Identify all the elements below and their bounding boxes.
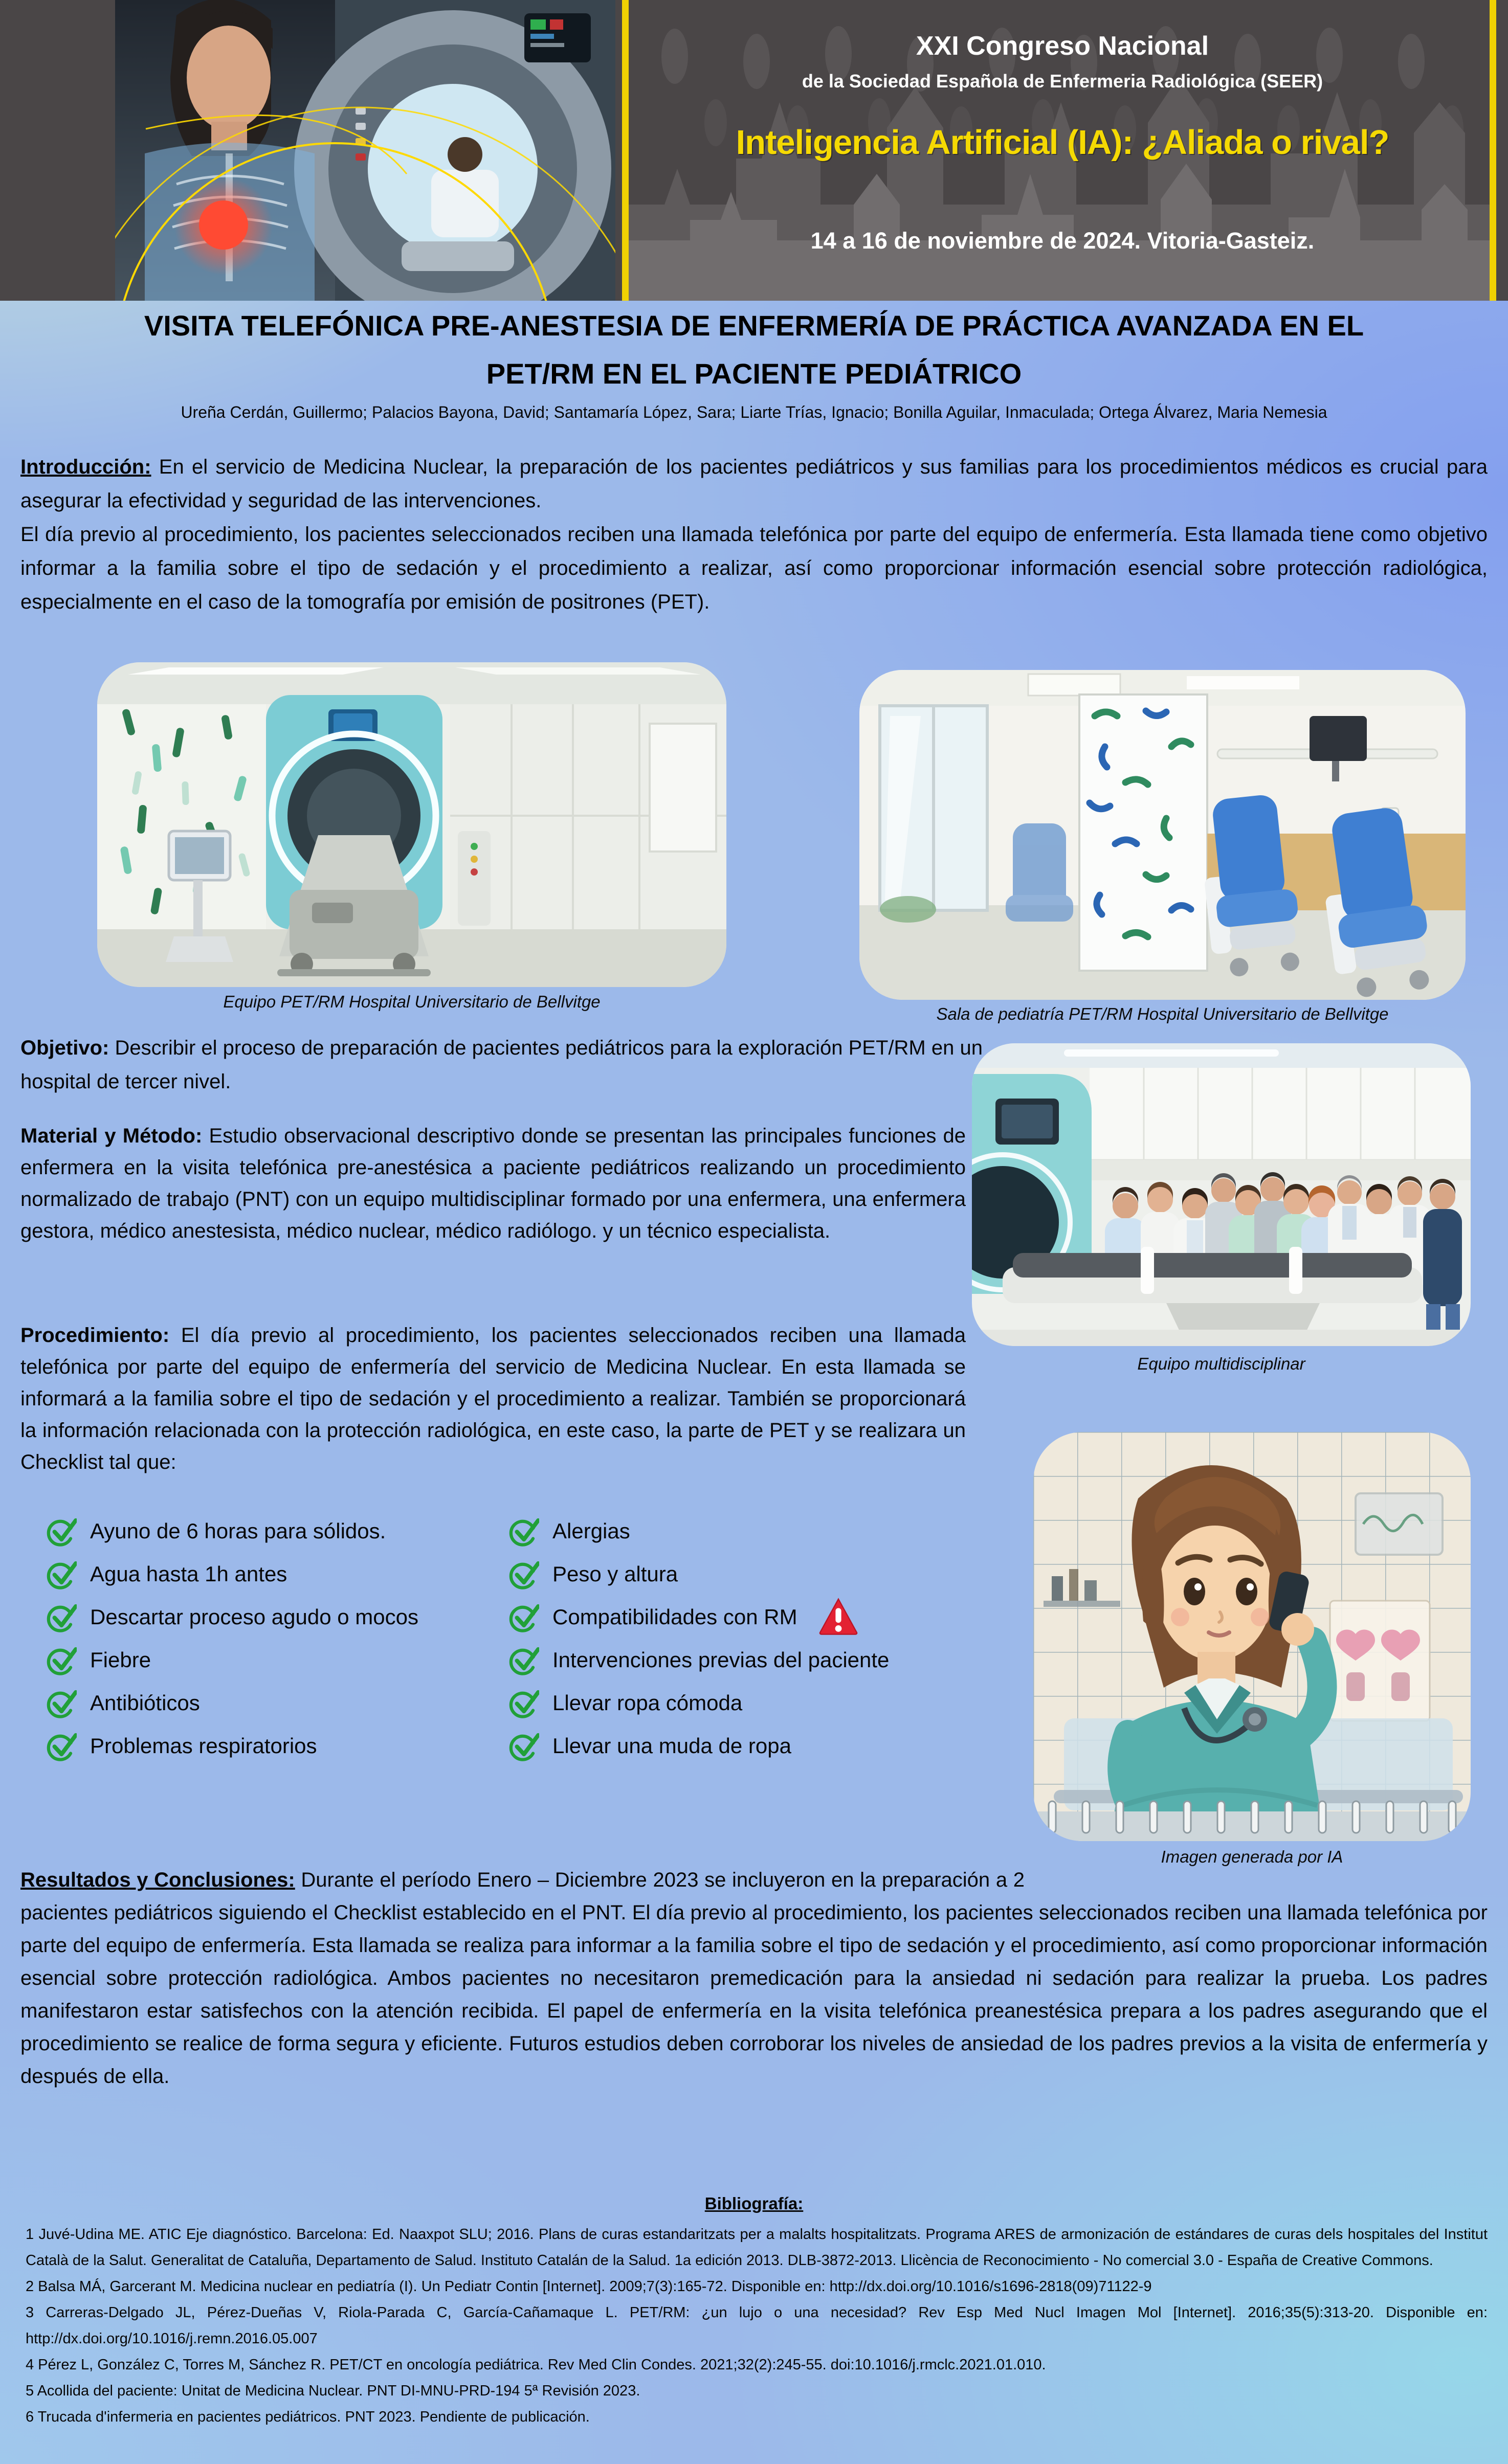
section-resultados-conclusiones: [20, 1864, 1488, 2093]
checklist-item: [45, 1553, 505, 1596]
section-introduccion: [20, 450, 1488, 619]
checklist-item-label: Agua hasta 1h antes: [90, 1562, 287, 1586]
introduccion-paragraph-2: [20, 518, 1488, 619]
ai-nurse-graphic: [1033, 1432, 1471, 1841]
checklist-item-label: Descartar proceso agudo o mocos: [90, 1605, 418, 1629]
checklist-item: [507, 1510, 1009, 1553]
warning-icon: [818, 1595, 859, 1640]
figure-multidisciplinary-team: [972, 1043, 1471, 1346]
introduccion-text-1: En el servicio de Medicina Nuclear, la preparación de los pacientes pediátricos y sus familias para los procedimientos médicos es crucial para asegurar la efectividad y seguridad de las intervenciones.: [20, 456, 1488, 512]
checklist-item-label: Llevar ropa cómoda: [552, 1691, 743, 1715]
checklist-item: [507, 1553, 1009, 1596]
checklist-item-label: Problemas respiratorios: [90, 1734, 317, 1758]
check-icon: [45, 1601, 77, 1633]
checklist-item-rm-warning: [507, 1596, 1009, 1639]
authors-line: Ureña Cerdán, Guillermo; Palacios Bayona, David; Santamaría López, Sara; Liarte Trías, Ignacio; Bonilla Aguilar, Inmaculada; Ortega Álvarez, Maria Nemesia: [181, 403, 1327, 421]
caption-clearance-spacer: [1025, 1864, 1488, 1893]
caption-ai-image: Imagen generada por IA: [1161, 1847, 1343, 1866]
checklist-item: [45, 1639, 505, 1682]
bibliography-entry: 5 Acollida del paciente: Unitat de Medicina Nuclear. PNT DI-MNU-PRD-194 5ª Revisión 2023.: [26, 2383, 640, 2399]
objetivo-text: Describir el proceso de preparación de pacientes pediátricos para la exploración PET/RM en un hospital de tercer nivel.: [20, 1037, 983, 1093]
caption-petrm-equipment: Equipo PET/RM Hospital Universitario de Bellvitge: [223, 992, 601, 1011]
check-icon: [45, 1730, 77, 1762]
figure-ai-nurse: [1033, 1432, 1471, 1841]
resultados-text: Durante el período Enero – Diciembre 2023 se incluyeron en la preparación a 2 pacientes pediátricos siguiendo el Checklist establecido en el PNT. El día previo al procedimiento, los pacientes seleccionados reciben una llamada telefónica por parte del equipo de enfermería. Esta llamada se realiza para informar a la familia sobre el tipo de sedación y el procedimiento, así como proporcionar información esencial sobre protección radiológica. Ambos pacientes no necesitaron premedicación para la ansiedad ni sedación para realizar la prueba. Los padres manifestaron estar satisfechos con la atención recibida. El papel de enfermería en la visita telefónica preanestésica prepara a los padres asegurando que el procedimiento se realice de forma segura y eficiente. Futuros estudios deben corroborar los niveles de ansiedad de los padres previos a la visita de enfermería y después de ella.: [20, 1869, 1488, 2088]
figure-petrm-equipment: [97, 662, 726, 987]
procedimiento-label: Procedimiento:: [20, 1324, 170, 1347]
congress-date-location: 14 a 16 de noviembre de 2024. Vitoria-Gasteiz.: [810, 228, 1315, 254]
ai-scanner-hero-image: [115, 0, 615, 301]
checklist-item-label: Llevar una muda de ropa: [552, 1734, 791, 1758]
material-label: Material y Método:: [20, 1125, 203, 1147]
check-icon: [507, 1515, 539, 1547]
bibliography-title: Bibliografía:: [704, 2194, 804, 2213]
caption-pediatric-room: Sala de pediatría PET/RM Hospital Universitario de Bellvitge: [936, 1004, 1389, 1023]
congress-society: de la Sociedad Española de Enfermeria Radiológica (SEER): [802, 71, 1323, 92]
checklist-item: [45, 1682, 505, 1724]
checklist-item-label: Ayuno de 6 horas para sólidos.: [90, 1519, 386, 1543]
resultados-label: Resultados y Conclusiones:: [20, 1869, 295, 1891]
yellow-divider-left: [622, 0, 629, 301]
checklist-item-label: Compatibilidades con RM: [552, 1605, 797, 1629]
bibliography-entry: 3 Carreras-Delgado JL, Pérez-Dueñas V, Riola-Parada C, García-Cañamaque L. PET/RM: ¿un lujo o una necesidad? Rev Esp Med Nucl Imagen Mol [Internet]. 2016;35(5):313-20. Disponible en: http://dx.doi.org/10.1016/j.remn.2016.05.007: [26, 2304, 1488, 2347]
checklist-item-label: Peso y altura: [552, 1562, 678, 1586]
section-objetivo: [20, 1031, 992, 1099]
bibliography-entry: 4 Pérez L, González C, Torres M, Sánchez R. PET/CT en oncología pediátrica. Rev Med Clin Condes. 2021;32(2):245-55. doi:10.1016/j.rmclc.2021.01.010.: [26, 2357, 1046, 2373]
bibliography-list: [26, 2222, 1488, 2430]
checklist-item: [507, 1682, 1009, 1724]
team-photo-graphic: [972, 1043, 1471, 1346]
congress-name: XXI Congreso Nacional: [916, 31, 1209, 61]
material-text: Estudio observacional descriptivo donde se presentan las principales funciones de enfermera en la visita telefónica pre-anestésica a paciente pediátricos realizando un procedimiento normalizado de trabajo (PNT) con un equipo multidisciplinar formado por una enfermera, una enfermera gestora, médico anestesista, médico nuclear, médico radiólogo. y un técnico especialista.: [20, 1125, 966, 1242]
checklist-left-column: [45, 1510, 505, 1767]
petrm-room-graphic: [97, 662, 726, 987]
checklist-item-label: Alergias: [552, 1519, 630, 1543]
introduccion-text-2: El día previo al procedimiento, los pacientes seleccionados reciben una llamada telefónica por parte del equipo de enfermería. Esta llamada tiene como objetivo informar a la familia sobre el tipo de sedación y el procedimiento a realizar, así como proporcionar información esencial sobre protección radiológica, especialmente en el caso de la tomografía por emisión de positrones (PET).: [20, 523, 1488, 613]
procedimiento-text: El día previo al procedimiento, los pacientes seleccionados reciben una llamada telefónica por parte del equipo de enfermería del servicio de Medicina Nuclear. En esta llamada se informará a la familia sobre el tipo de sedación y el procedimiento a realizar. También se proporcionará la información relacionada con la protección radiológica, en este caso, la parte de PET y se realizara un Checklist tal que:: [20, 1324, 966, 1473]
poster-title-line1: VISITA TELEFÓNICA PRE-ANESTESIA DE ENFERMERÍA DE PRÁCTICA AVANZADA EN EL: [144, 309, 1364, 342]
checklist-item: [45, 1510, 505, 1553]
section-material-metodo: [20, 1120, 966, 1247]
check-icon: [45, 1644, 77, 1676]
checklist-item: [45, 1596, 505, 1639]
checklist-right-column: [507, 1510, 1009, 1767]
introduccion-paragraph-1: [20, 450, 1488, 518]
checklist-item-label: Fiebre: [90, 1648, 151, 1672]
check-icon: [507, 1730, 539, 1762]
checklist-item: [45, 1724, 505, 1767]
check-icon: [507, 1687, 539, 1719]
pediatric-room-graphic: [859, 670, 1466, 1000]
figure-pediatric-room: [859, 670, 1466, 1000]
ai-scanner-hero-graphic: [115, 0, 615, 301]
check-icon: [507, 1644, 539, 1676]
yellow-divider-right: [1490, 0, 1496, 301]
checklist-item: [507, 1639, 1009, 1682]
introduccion-label: Introducción:: [20, 456, 151, 478]
objetivo-label: Objetivo:: [20, 1037, 109, 1059]
bibliography-entry: 1 Juvé-Udina ME. ATIC Eje diagnóstico. Barcelona: Ed. Naaxpot SLU; 2016. Plans de curas estandaritzats per a malalts hospitalitzats. Programa ARES de armonización de estándares de curas dels hospitales del Institut Català de la Salut. Generalitat de Cataluña, Departamento de Salud. Instituto Catalán de la Salud. 1a edición 2013. DLB-3872-2013. Llicència de Reconocimiento - No comercial 3.0 - España de Creative Commons.: [26, 2226, 1488, 2269]
bibliography-entry: 6 Trucada d'infermeria en pacientes pediátricos. PNT 2023. Pendiente de publicación.: [26, 2409, 590, 2425]
check-icon: [507, 1558, 539, 1590]
check-icon: [45, 1558, 77, 1590]
congress-theme: Inteligencia Artificial (IA): ¿Aliada o rival?: [736, 123, 1389, 162]
checklist-item-label: Intervenciones previas del paciente: [552, 1648, 890, 1672]
congress-header-banner: [0, 0, 1508, 301]
poster-title-line2: PET/RM EN EL PACIENTE PEDIÁTRICO: [486, 357, 1022, 390]
bibliography-entry: 2 Balsa MÁ, Garcerant M. Medicina nuclear en pediatría (I). Un Pediatr Contin [Internet]. 2009;7(3):165-72. Disponible en: http://dx.doi.org/10.1016/s1696-2818(09)71122-9: [26, 2278, 1152, 2295]
section-procedimiento: [20, 1319, 966, 1478]
caption-team: Equipo multidisciplinar: [1137, 1354, 1305, 1373]
check-icon: [45, 1515, 77, 1547]
congress-header-text: [635, 0, 1490, 301]
check-icon: [45, 1687, 77, 1719]
checklist-item-label: Antibióticos: [90, 1691, 200, 1715]
checklist-item: [507, 1724, 1009, 1767]
check-icon: [507, 1601, 539, 1633]
